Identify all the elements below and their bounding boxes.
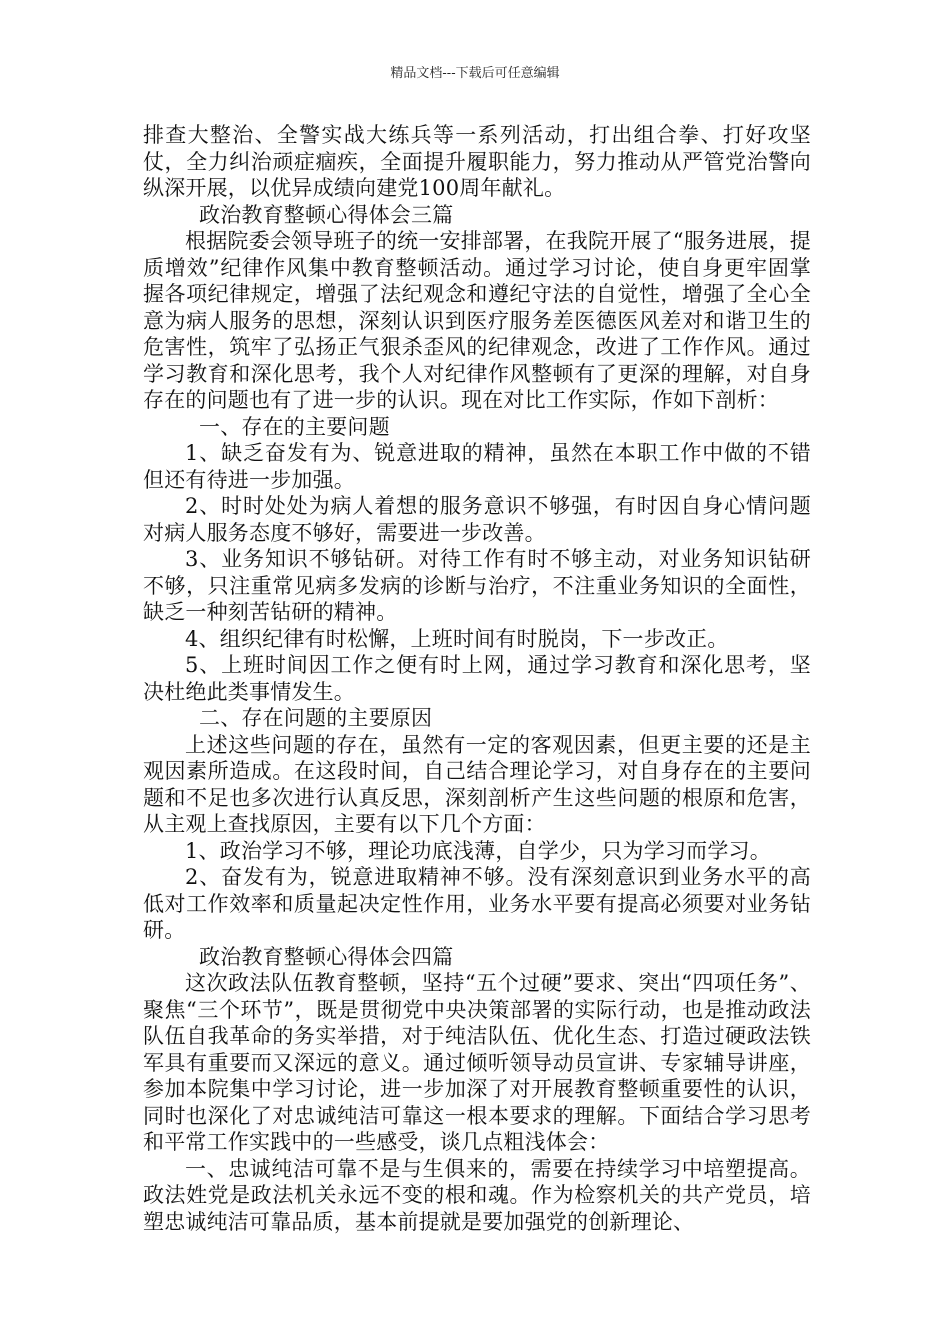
section-title-three: 政治教育整顿心得体会三篇 xyxy=(199,202,454,227)
page-header: 精品文档---下载后可任意编辑 xyxy=(390,66,560,81)
paragraph-point-one: 一、忠诚纯洁可靠不是与生俱来的，需要在持续学习中培塑提高。政法姓党是政法机关永远不变的根和魂。作为检察机关的共产党员，培塑忠诚纯洁可靠品质，基本前提就是要加强党的创新理论、 xyxy=(143,1156,811,1234)
list-item: 1、政治学习不够，理论功底浅薄，自学少，只为学习而学习。 xyxy=(185,838,771,863)
document-body xyxy=(143,122,811,1235)
list-item: 2、奋发有为，锐意进取精神不够。没有深刻意识到业务水平的高低对工作效率和质量起决定性作用，业务水平要有提高必须要对业务钻研。 xyxy=(143,865,811,942)
list-item: 3、业务知识不够钻研。对待工作有时不够主动，对业务知识钻研不够，只注重常见病多发病的诊断与治疗，不注重业务知识的全面性，缺乏一种刻苦钻研的精神。 xyxy=(143,547,811,624)
section-title-four: 政治教育整顿心得体会四篇 xyxy=(199,944,454,969)
paragraph-intro: 这次政法队伍教育整顿，坚持“五个过硬”要求、突出“四项任务”、聚焦“三个环节”，既是贯彻党中央决策部署的实际行动，也是推动政法队伍自我革命的务实举措，对于纯洁队伍、优化生态、打造过硬政法铁军具有重要而又深远的意义。通过倾听领导动员宣讲、专家辅导讲座，参加本院集中学习讨论，进一步加深了对开展教育整顿重要性的认识，同时也深化了对忠诚纯洁可靠这一根本要求的理解。下面结合学习思考和平常工作实践中的一些感受，谈几点粗浅体会： xyxy=(143,971,811,1154)
list-item: 4、组织纪律有时松懈，上班时间有时脱岗，下一步改正。 xyxy=(185,626,729,651)
paragraph-continuation: 排查大整治、全警实战大练兵等一系列活动，打出组合拳、打好攻坚仗，全力纠治顽症痼疾，全面提升履职能力，努力推动从严管党治警向纵深开展，以优异成绩向建党100周年献礼。 xyxy=(143,123,811,200)
subheading-main-problems: 一、存在的主要问题 xyxy=(199,414,390,439)
paragraph-intro: 根据院委会领导班子的统一安排部署，在我院开展了“服务进展，提质增效”纪律作风集中教育整顿活动。通过学习讨论，使自身更牢固掌握各项纪律规定，增强了法纪观念和遵纪守法的自觉性，增强了全心全意为病人服务的思想，深刻认识到医疗服务差医德医风差对和谐卫生的危害性，筑牢了弘扬正气狠杀歪风的纪律观念，改进了工作作风。通过学习教育和深化思考，我个人对纪律作风整顿有了更深的理解，对自身存在的问题也有了进一步的认识。现在对比工作实际，作如下剖析： xyxy=(143,229,811,412)
subheading-causes: 二、存在问题的主要原因 xyxy=(199,706,433,730)
list-item: 2、时时处处为病人着想的服务意识不够强，有时因自身心情问题对病人服务态度不够好，需要进一步改善。 xyxy=(143,494,811,545)
list-item: 1、缺乏奋发有为、锐意进取的精神，虽然在本职工作中做的不错但还有待进一步加强。 xyxy=(143,441,811,492)
list-item: 5、上班时间因工作之便有时上网，通过学习教育和深化思考，坚决杜绝此类事情发生。 xyxy=(143,653,811,704)
paragraph-causes: 上述这些问题的存在，虽然有一定的客观因素，但更主要的还是主观因素所造成。在这段时间，自己结合理论学习，对自身存在的主要问题和不足也多次进行认真反思，深刻剖析产生这些问题的根原和危害，从主观上查找原因，主要有以下几个方面： xyxy=(143,732,811,836)
